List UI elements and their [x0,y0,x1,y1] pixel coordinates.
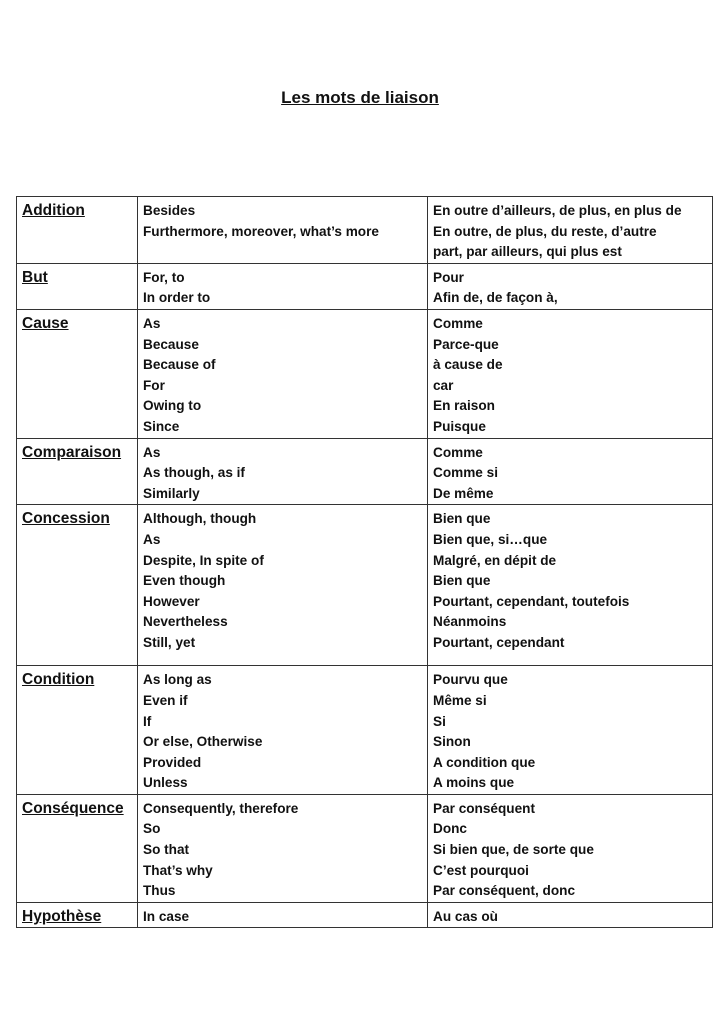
english-line: However [143,593,200,609]
table-row [17,794,713,902]
english-line: Or else, Otherwise [143,734,263,750]
french-line: Par conséquent, donc [433,883,576,899]
french-line: Par conséquent [433,800,535,816]
table-row [17,263,713,309]
french-cell [428,197,713,264]
english-line: As [143,531,161,547]
french-line: A condition que [433,754,536,770]
french-line: Comme [433,444,483,460]
french-line: En outre d’ailleurs, de plus, en plus de [433,203,682,218]
english-line: As [143,315,161,331]
french-line: Même si [433,692,487,708]
english-line: Owing to [143,398,202,414]
french-line: Au cas où [433,908,498,924]
category-cell: Concession [17,505,138,666]
english-line: As [143,444,161,460]
category-cell: Condition [17,666,138,795]
french-line: part, par ailleurs, qui plus est [433,244,622,260]
french-line: à cause de [433,357,503,373]
english-line: Because of [143,357,216,373]
english-line: Even though [143,573,226,589]
page-title: Les mots de liaison [281,88,439,107]
english-cell [138,794,428,902]
english-line: Still, yet [143,634,196,650]
french-line: Puisque [433,418,486,434]
category-cell: But [17,263,138,309]
french-cell [428,794,713,902]
french-cell [428,263,713,309]
english-cell [138,438,428,505]
french-line: Bien que [433,511,491,527]
table-row [17,902,713,928]
english-line: Furthermore, moreover, what’s more [143,223,379,239]
french-line: En outre, de plus, du reste, d’autre [433,223,657,239]
english-line: Despite, In spite of [143,552,264,568]
french-line: Donc [433,821,467,837]
french-cell [428,505,713,666]
french-line: Si bien que, de sorte que [433,842,594,858]
category-cell: Cause [17,309,138,438]
french-line: Pour [433,269,464,285]
french-line: Pourtant, cependant [433,634,565,650]
category-cell: Hypothèse [17,902,138,928]
english-line: As long as [143,672,212,688]
english-line: As though, as if [143,465,245,481]
english-cell [138,902,428,928]
english-line: Although, though [143,511,257,527]
english-line: Consequently, therefore [143,800,299,816]
english-line: Even if [143,692,188,708]
french-line: Néanmoins [433,614,507,630]
category-cell: Addition [17,197,138,264]
english-line: Besides [143,203,196,218]
english-line: In order to [143,290,211,306]
linking-words-table [16,196,713,928]
french-line: Afin de, de façon à, [433,290,558,306]
french-line: Comme si [433,465,498,481]
french-line: Comme [433,315,483,331]
english-line: So [143,821,161,837]
english-line: Unless [143,775,188,791]
english-line: Thus [143,883,176,899]
french-line: Bien que [433,573,491,589]
english-line: Provided [143,754,202,770]
french-line: Bien que, si…que [433,531,548,547]
french-line: Parce-que [433,336,499,352]
french-cell [428,438,713,505]
english-line: So that [143,842,190,858]
english-cell [138,197,428,264]
french-line: En raison [433,398,495,414]
english-cell [138,505,428,666]
table-row [17,666,713,795]
english-cell [138,309,428,438]
french-line: C’est pourquoi [433,862,529,878]
table-row [17,505,713,666]
french-line: Pourvu que [433,672,508,688]
french-line: Malgré, en dépit de [433,552,557,568]
french-line: De même [433,485,494,501]
table-row [17,309,713,438]
table-row [17,438,713,505]
english-line: For, to [143,269,185,285]
french-line: A moins que [433,775,515,791]
english-line: Nevertheless [143,614,228,630]
english-cell [138,263,428,309]
table-row [17,197,713,264]
french-line: Pourtant, cependant, toutefois [433,593,630,609]
english-line: In case [143,908,190,924]
english-line: Because [143,336,199,352]
english-line: If [143,713,152,729]
english-line: That’s why [143,862,213,878]
category-cell: Comparaison [17,438,138,505]
french-line: Si [433,713,446,729]
french-cell [428,309,713,438]
french-cell [428,902,713,928]
category-cell: Conséquence [17,794,138,902]
french-line: Sinon [433,734,471,750]
french-line: car [433,377,454,393]
french-cell [428,666,713,795]
english-cell [138,666,428,795]
english-line: Similarly [143,485,200,501]
english-line: For [143,377,165,393]
english-line: Since [143,418,180,434]
